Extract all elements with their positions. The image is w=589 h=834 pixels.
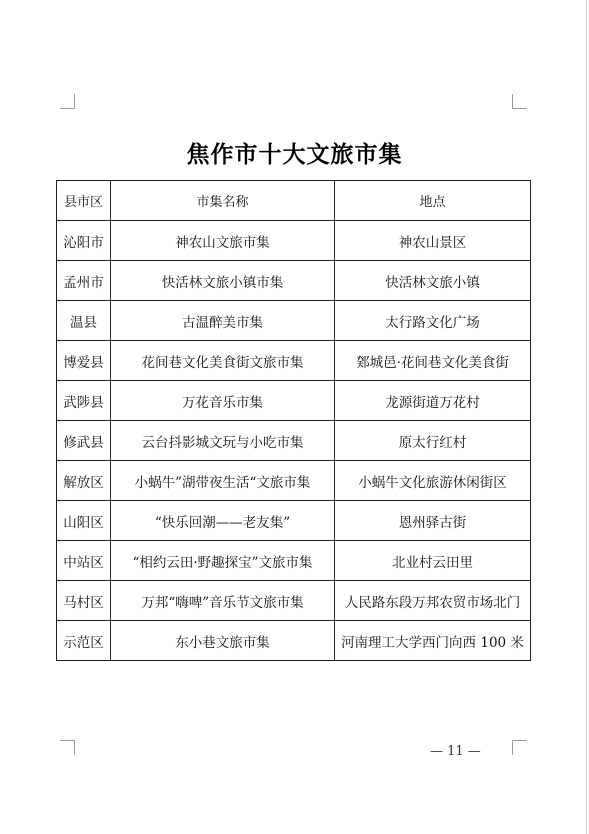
cell-location: 人民路东段万邦农贸市场北门 [335, 581, 531, 621]
cell-location: 神农山景区 [335, 221, 531, 261]
cell-market-name: 小蜗牛”湖带夜生活“文旅市集 [111, 461, 335, 501]
cell-county: 温县 [57, 301, 111, 341]
page-edge [586, 0, 587, 834]
cell-county: 修武县 [57, 421, 111, 461]
document-title: 焦作市十大文旅市集 [186, 141, 403, 168]
cell-market-name: 东小巷文旅市集 [111, 621, 335, 661]
crop-mark-bottom-left [60, 740, 75, 755]
cell-market-name: “快乐回潮——老友集” [111, 501, 335, 541]
cell-market-name: 古温醉美市集 [111, 301, 335, 341]
table-row [57, 501, 531, 541]
cell-market-name: 花间巷文化美食街文旅市集 [111, 341, 335, 381]
cell-market-name: 神农山文旅市集 [111, 221, 335, 261]
cell-location: 恩州驿古街 [335, 501, 531, 541]
header-county: 县市区 [57, 181, 111, 221]
cell-market-name: 快活林文旅小镇市集 [111, 261, 335, 301]
market-table [56, 180, 531, 661]
cell-county: 中站区 [57, 541, 111, 581]
table-header-row [57, 181, 531, 221]
header-location: 地点 [335, 181, 531, 221]
cell-location: 北业村云田里 [335, 541, 531, 581]
cell-county: 解放区 [57, 461, 111, 501]
cell-county: 沁阳市 [57, 221, 111, 261]
crop-mark-bottom-right [512, 740, 527, 755]
table-row [57, 261, 531, 301]
table-row [57, 221, 531, 261]
cell-location: 鄈城邑·花间巷文化美食街 [335, 341, 531, 381]
cell-location: 原太行红村 [335, 421, 531, 461]
page-number: — 11 — [430, 744, 481, 759]
cell-county: 孟州市 [57, 261, 111, 301]
table-row [57, 621, 531, 661]
table-row [57, 461, 531, 501]
cell-market-name: “相约云田·野趣探宝”文旅市集 [111, 541, 335, 581]
cell-county: 示范区 [57, 621, 111, 661]
crop-mark-top-right [512, 94, 527, 109]
table-row [57, 341, 531, 381]
table-row [57, 381, 531, 421]
cell-market-name: 万邦“嗨啤”音乐节文旅市集 [111, 581, 335, 621]
cell-county: 马村区 [57, 581, 111, 621]
crop-mark-top-left [60, 94, 75, 109]
table-row [57, 421, 531, 461]
cell-market-name: 云台抖影城文玩与小吃市集 [111, 421, 335, 461]
cell-location: 小蜗牛文化旅游休闲街区 [335, 461, 531, 501]
header-market-name: 市集名称 [111, 181, 335, 221]
table-row [57, 301, 531, 341]
cell-county: 山阳区 [57, 501, 111, 541]
cell-county: 武陟县 [57, 381, 111, 421]
table-row [57, 581, 531, 621]
table-row [57, 541, 531, 581]
cell-market-name: 万花音乐市集 [111, 381, 335, 421]
cell-location: 快活林文旅小镇 [335, 261, 531, 301]
cell-location: 河南理工大学西门向西 100 米 [335, 621, 531, 661]
cell-location: 太行路文化广场 [335, 301, 531, 341]
cell-location: 龙源街道万花村 [335, 381, 531, 421]
cell-county: 博爱县 [57, 341, 111, 381]
